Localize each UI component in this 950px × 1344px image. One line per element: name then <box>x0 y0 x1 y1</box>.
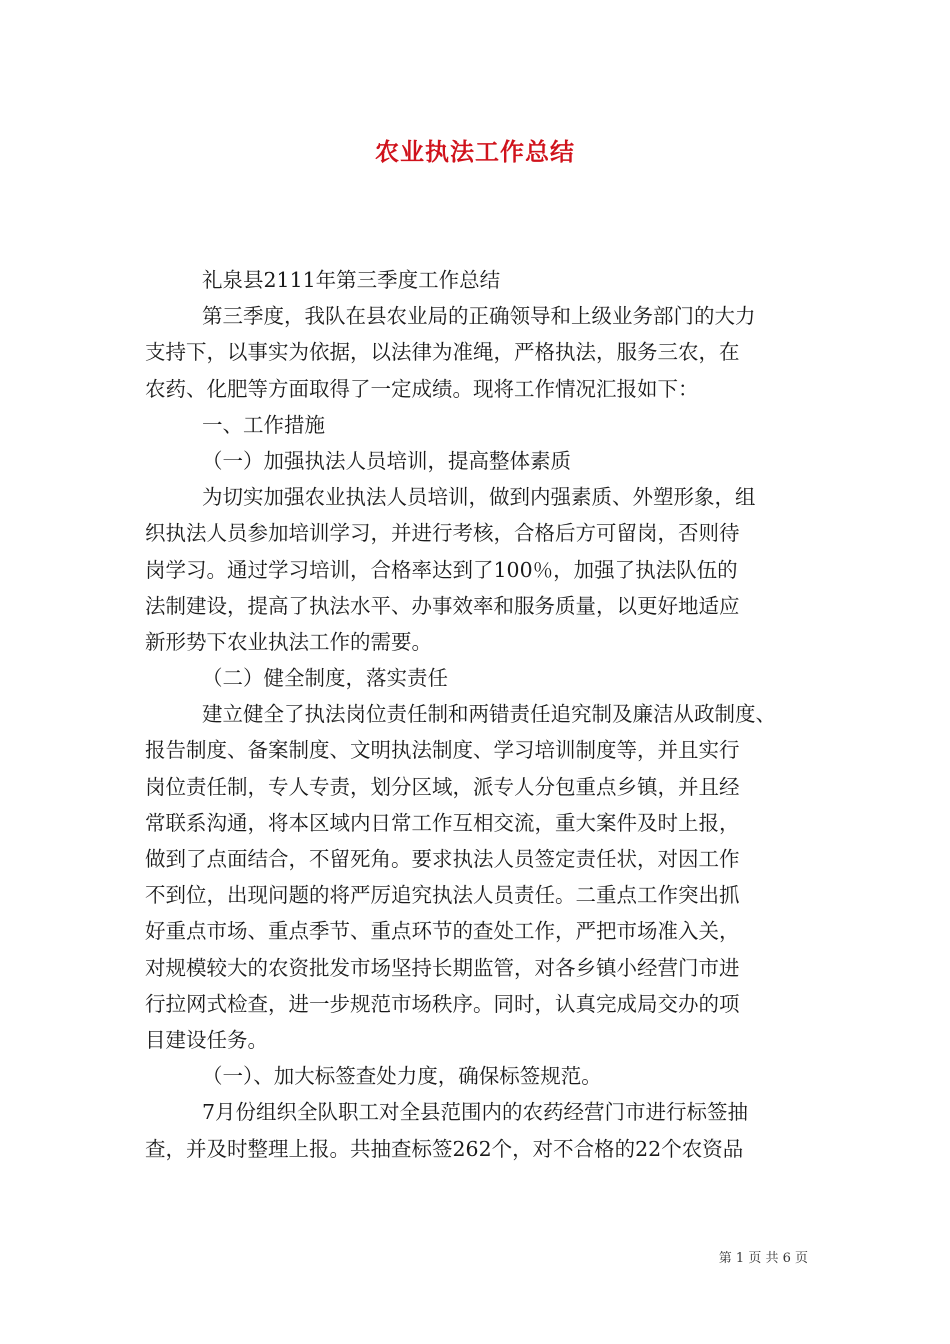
body-line: 不到位，出现问题的将严厉追究执法人员责任。二重点工作突出抓 <box>145 883 740 908</box>
body-line: 目建设任务。 <box>145 1027 268 1052</box>
body-line: 岗位责任制，专人专责，划分区域，派专人分包重点乡镇，并且经 <box>145 774 740 799</box>
section-heading: 一、工作措施 <box>202 412 325 437</box>
body-line: 农药、化肥等方面取得了一定成绩。现将工作情况汇报如下： <box>145 376 699 401</box>
body-line: 建立健全了执法岗位责任制和两错责任追究制及廉洁从政制度、 <box>202 702 776 727</box>
body-line: 行拉网式检查，进一步规范市场秩序。同时，认真完成局交办的项 <box>145 991 740 1016</box>
page-number: 第 1 页 共 6 页 <box>718 1251 808 1266</box>
body-line: 礼泉县2111年第三季度工作总结 <box>202 268 501 292</box>
subsection-heading: （二）健全制度，落实责任 <box>202 666 448 691</box>
body-line: 法制建设，提高了执法水平、办事效率和服务质量，以更好地适应 <box>145 593 740 618</box>
body-line: 岗学习。通过学习培训，合格率达到了100％，加强了执法队伍的 <box>145 557 738 582</box>
body-line: 常联系沟通，将本区域内日常工作互相交流，重大案件及时上报， <box>145 810 740 835</box>
body-line: 织执法人员参加培训学习，并进行考核，合格后方可留岗，否则待 <box>145 521 740 546</box>
body-line: 7月份组织全队职工对全县范围内的农药经营门市进行标签抽 <box>202 1100 749 1125</box>
body-line: 为切实加强农业执法人员培训，做到内强素质、外塑形象，组 <box>202 485 756 510</box>
document-title: 农业执法工作总结 <box>375 137 575 166</box>
body-line: 做到了点面结合，不留死角。要求执法人员签定责任状，对因工作 <box>145 847 740 871</box>
body-line: 新形势下农业执法工作的需要。 <box>145 629 432 654</box>
document-body <box>145 262 810 1167</box>
body-line: 报告制度、备案制度、文明执法制度、学习培训制度等，并且实行 <box>145 738 740 763</box>
body-line: 支持下，以事实为依据，以法律为准绳，严格执法，服务三农，在 <box>145 340 740 365</box>
body-line: 第三季度，我队在县农业局的正确领导和上级业务部门的大力 <box>202 304 756 329</box>
body-line: 对规模较大的农资批发市场坚持长期监管，对各乡镇小经营门市进 <box>145 955 740 980</box>
subsection-heading: （一）、加大标签查处力度，确保标签规范。 <box>202 1064 602 1089</box>
subsection-heading: （一）加强执法人员培训，提高整体素质 <box>202 448 571 473</box>
body-line: 查，并及时整理上报。共抽查标签262个，对不合格的22个农资品 <box>145 1136 744 1161</box>
body-line: 好重点市场、重点季节、重点环节的查处工作，严把市场准入关， <box>145 919 740 944</box>
